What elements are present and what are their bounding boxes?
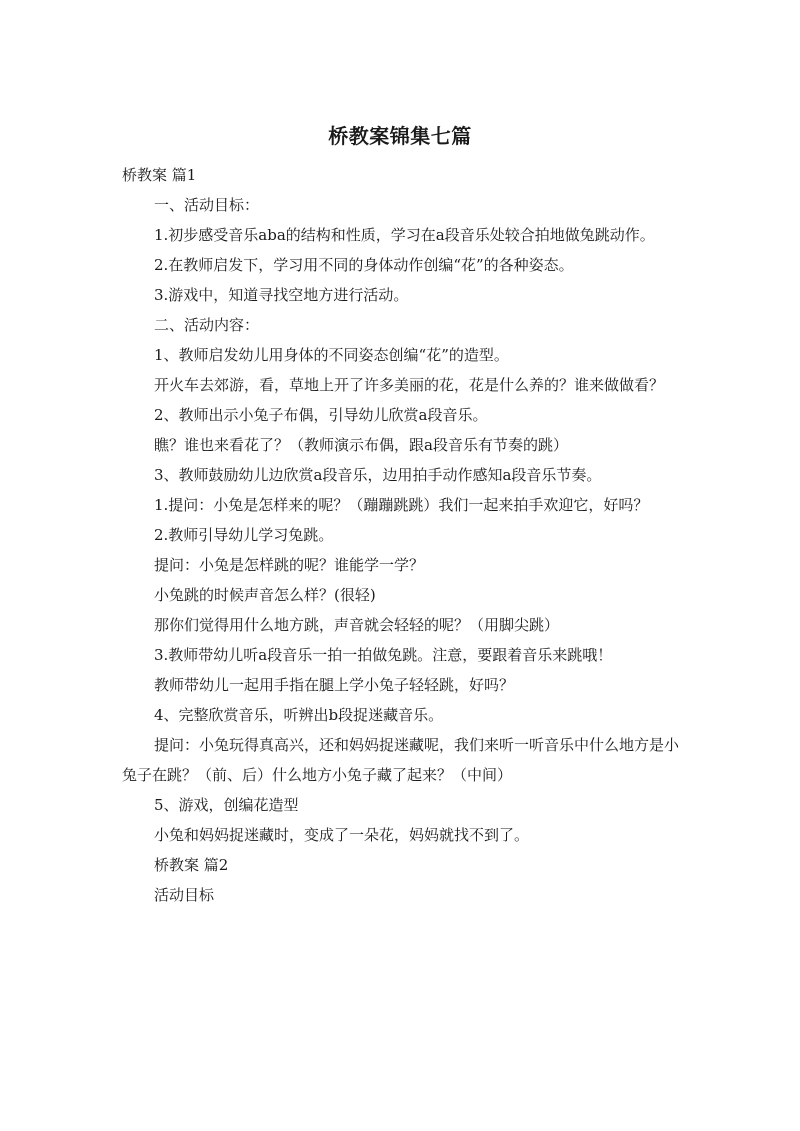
paragraph: 那你们觉得用什么地方跳，声音就会轻轻的呢？（用脚尖跳） <box>154 616 560 634</box>
paragraph: 1.提问：小兔是怎样来的呢？（蹦蹦跳跳）我们一起来拍手欢迎它，好吗？ <box>154 496 649 514</box>
paragraph: 二、活动内容： <box>154 316 260 334</box>
paragraph: 3、教师鼓励幼儿边欣赏a段音乐，边用拍手动作感知a段音乐节奏。 <box>154 466 602 484</box>
paragraph: 小兔跳的时候声音怎么样？(很轻) <box>154 586 376 604</box>
paragraph: 2.在教师启发下，学习用不同的身体动作创编“花”的各种姿态。 <box>154 256 574 274</box>
section-heading-2: 桥教案 篇2 <box>154 856 229 874</box>
paragraph: 3.教师带幼儿听a段音乐一拍一拍做兔跳。注意，要跟着音乐来跳哦！ <box>154 646 613 664</box>
paragraph: 瞧？谁也来看花了？（教师演示布偶，跟a段音乐有节奏的跳） <box>154 436 568 454</box>
document-body <box>122 160 682 910</box>
paragraph: 教师带幼儿一起用手指在腿上学小兔子轻轻跳，好吗？ <box>154 676 515 694</box>
paragraph: 1、教师启发幼儿用身体的不同姿态创编“花”的造型。 <box>154 346 509 364</box>
paragraph: 提问：小兔是怎样跳的呢？谁能学一学？ <box>154 556 425 574</box>
paragraph: 2、教师出示小兔子布偶，引导幼儿欣赏a段音乐。 <box>154 406 488 424</box>
paragraph: 开火车去郊游，看，草地上开了许多美丽的花，花是什么养的？谁来做做看？ <box>154 376 665 394</box>
paragraph: 小兔和妈妈捉迷藏时，变成了一朵花，妈妈就找不到了。 <box>154 826 530 844</box>
paragraph: 1.初步感受音乐aba的结构和性质，学习在a段音乐处较合拍地做兔跳动作。 <box>154 226 655 244</box>
paragraph: 2.教师引导幼儿学习兔跳。 <box>154 526 334 544</box>
paragraph: 一、活动目标： <box>154 196 260 214</box>
paragraph: 提问：小兔玩得真高兴，还和妈妈捉迷藏呢，我们来听一听音乐中什么地方是小兔子在跳？（前、后）什么地方小兔子藏了起来？（中间） <box>122 736 680 784</box>
paragraph: 4、完整欣赏音乐，听辨出b段捉迷藏音乐。 <box>154 706 444 724</box>
document-title: 桥教案锦集七篇 <box>328 124 472 148</box>
paragraph: 3.游戏中，知道寻找空地方进行活动。 <box>154 286 409 304</box>
paragraph: 活动目标 <box>154 886 215 904</box>
paragraph: 5、游戏，创编花造型 <box>154 796 299 814</box>
section-heading-1: 桥教案 篇1 <box>122 166 197 184</box>
